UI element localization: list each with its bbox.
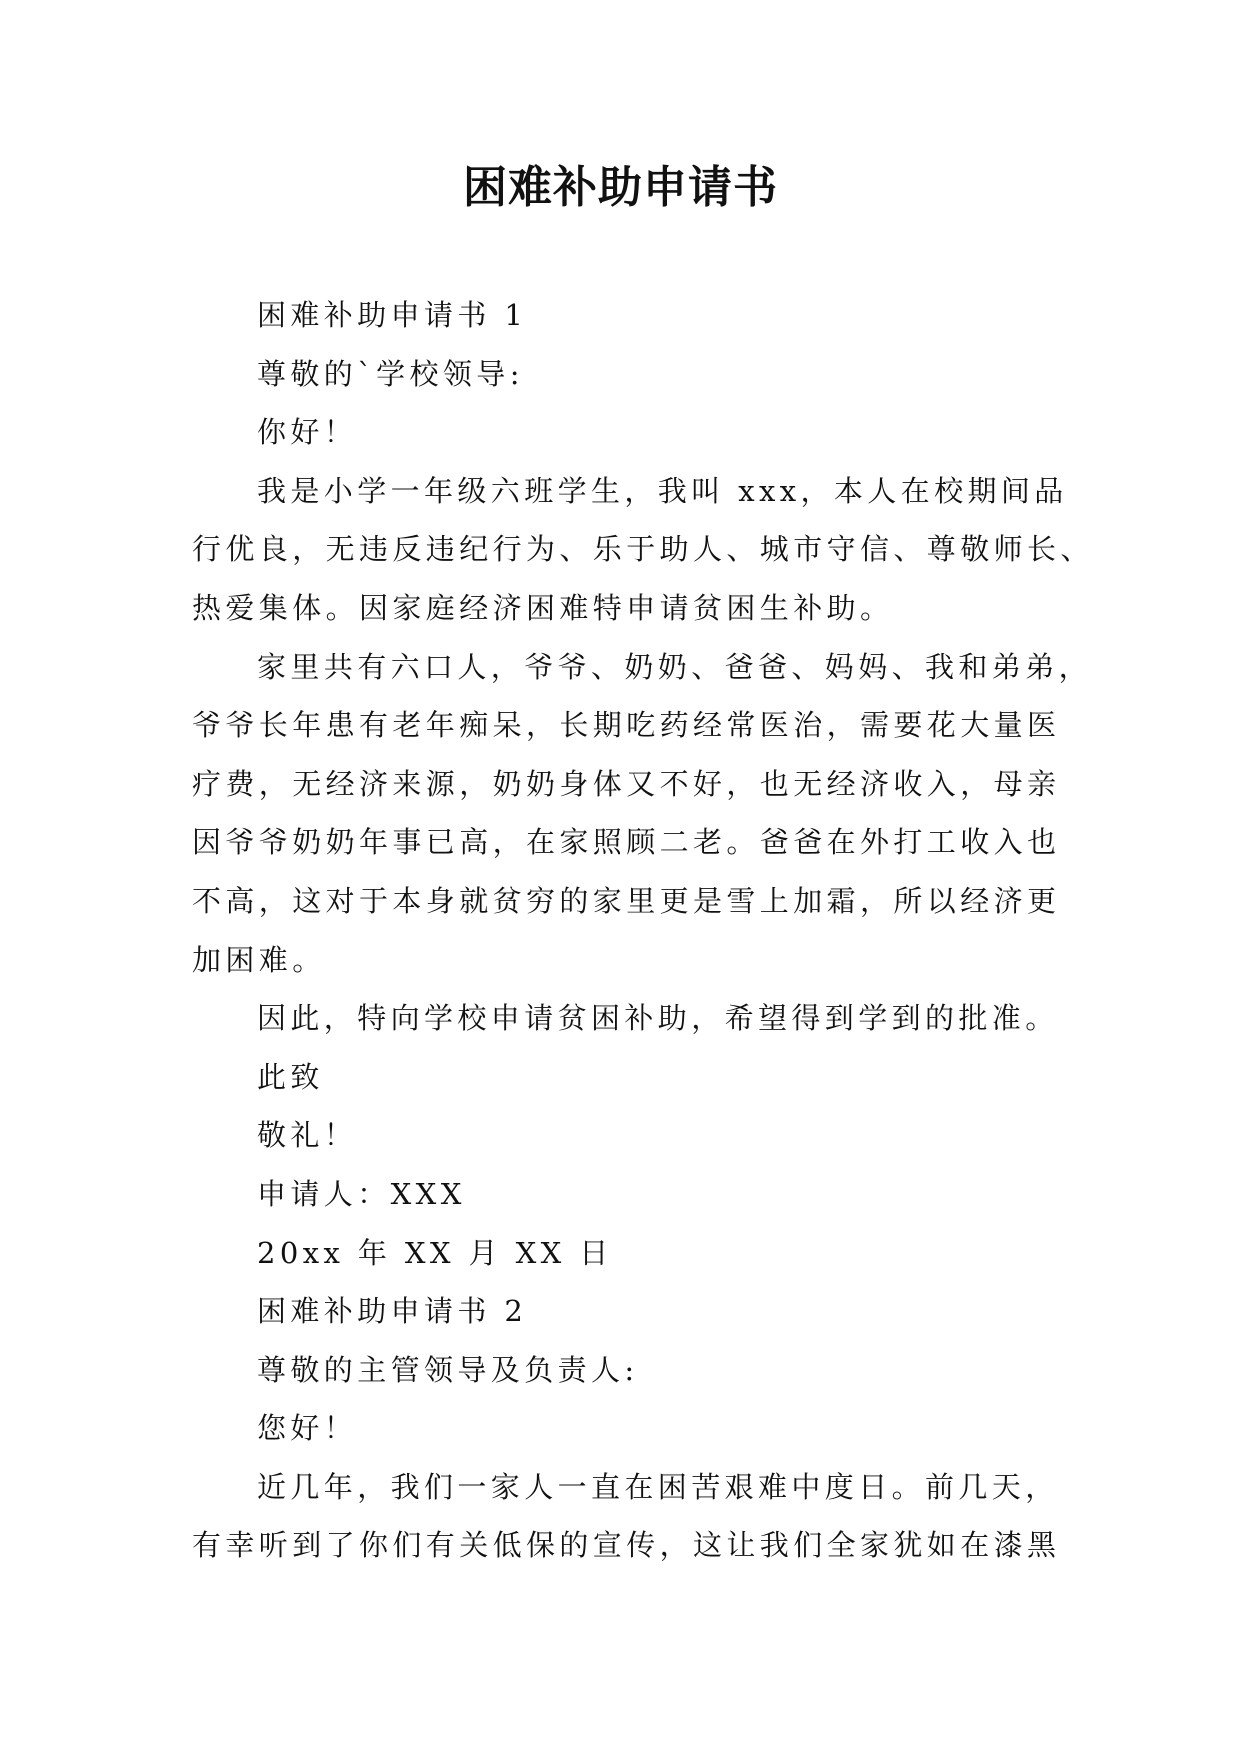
paragraph-line: 近几年，我们一家人一直在困苦艰难中度日。前几天， xyxy=(257,1469,1059,1504)
document-body xyxy=(192,286,1094,1575)
closing-line: 敬礼！ xyxy=(257,1118,358,1153)
paragraph-line: 有幸听到了你们有关低保的宣传，这让我们全家犹如在漆黑 xyxy=(192,1528,1061,1563)
date-line: 20xx 年 XX 月 XX 日 xyxy=(257,1235,613,1270)
document-title: 困难补助申请书 xyxy=(463,162,778,213)
paragraph-line: 因爷爷奶奶年事已高，在家照顾二老。爸爸在外打工收入也 xyxy=(192,825,1061,860)
section-heading-1: 困难补助申请书 1 xyxy=(257,298,528,332)
salutation-2: 尊敬的主管领导及负责人: xyxy=(257,1352,639,1387)
salutation-1: 尊敬的`学校领导: xyxy=(257,356,524,391)
paragraph-line: 家里共有六口人，爷爷、奶奶、爸爸、妈妈、我和弟弟， xyxy=(257,649,1093,684)
paragraph-line: 疗费，无经济来源，奶奶身体又不好，也无经济收入，母亲 xyxy=(192,766,1061,801)
closing-line: 此致 xyxy=(257,1059,324,1094)
paragraph-line: 不高，这对于本身就贫穷的家里更是雪上加霜，所以经济更 xyxy=(192,883,1061,918)
paragraph-line: 因此，特向学校申请贫困补助，希望得到学到的批准。 xyxy=(257,1001,1059,1036)
paragraph-line: 热爱集体。因家庭经济困难特申请贫困生补助。 xyxy=(192,590,894,625)
section-heading-2: 困难补助申请书 2 xyxy=(257,1294,528,1329)
paragraph-line: 行优良，无违反违纪行为、乐于助人、城市守信、尊敬师长、 xyxy=(192,532,1094,567)
greeting-2: 您好！ xyxy=(257,1411,358,1446)
paragraph-line: 我是小学一年级六班学生，我叫 xxx，本人在校期间品 xyxy=(257,473,1068,508)
paragraph-line: 爷爷长年患有老年痴呆，长期吃药经常医治，需要花大量医 xyxy=(192,708,1061,743)
greeting-1: 你好！ xyxy=(257,415,358,450)
applicant-signature: 申请人：XXX xyxy=(257,1176,466,1211)
paragraph-line: 加困难。 xyxy=(192,942,326,977)
